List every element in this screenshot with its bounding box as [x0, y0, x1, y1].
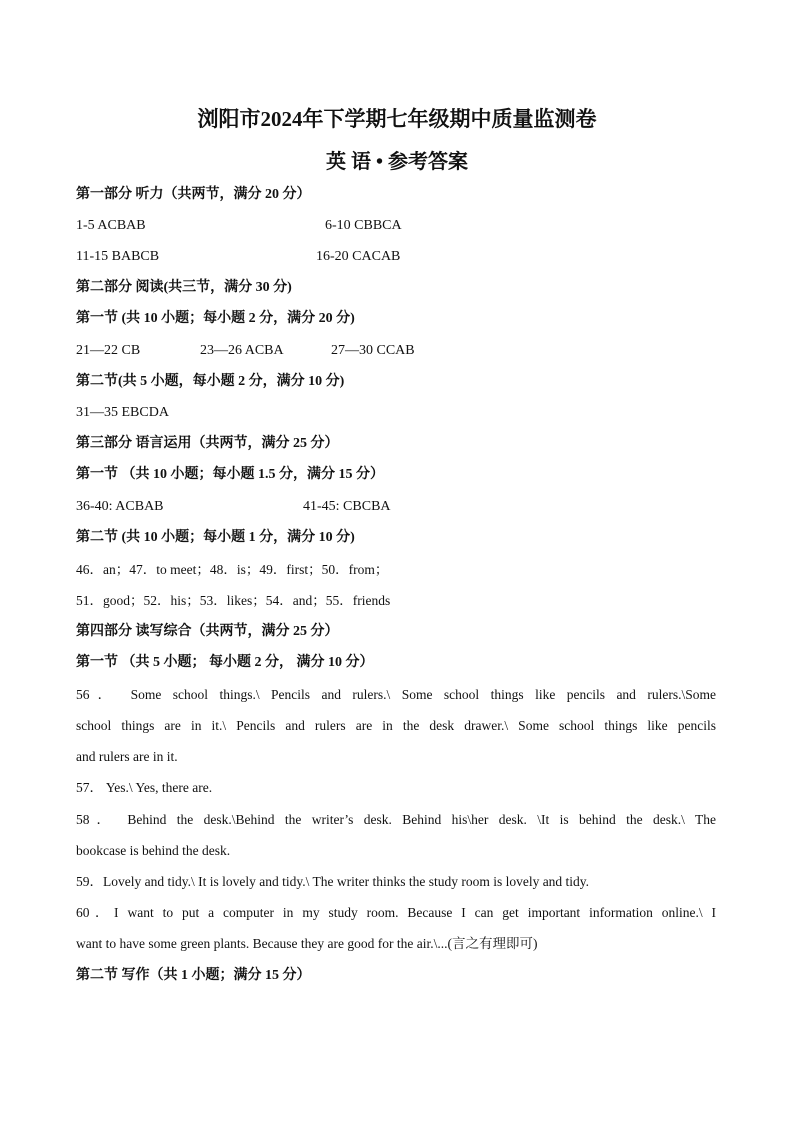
part2-answers-31-35: 31—35 EBCDA — [76, 405, 169, 420]
part1-answers-16-20: 16-20 CACAB — [316, 249, 401, 264]
part2-section2-heading: 第二节(共 5 小题，每小题 2 分，满分 10 分) — [76, 374, 345, 389]
answer-60-line1: 60．I want to put a computer in my study room. Because I can get important information online.\ I — [76, 905, 716, 920]
part2-answers-23-26: 23—26 ACBA — [200, 343, 284, 358]
part2-heading: 第二部分 阅读(共三节，满分 30 分) — [76, 280, 292, 295]
answer-57: 57． Yes.\ Yes, there are. — [76, 780, 213, 795]
answer-56-line3: and rulers are in it. — [76, 749, 178, 764]
part3-answers-46-50: 46．an；47．to meet；48．is；49．first；50．from； — [76, 562, 389, 577]
answer-60-line2: want to have some green plants. Because they are good for the air.\...(言之有理即可) — [76, 936, 538, 951]
answer-58-line1: 58． Behind the desk.\Behind the writer’s desk. Behind his\her desk. \It is behind the desk.\ The — [76, 812, 716, 827]
part3-answers-41-45: 41-45: CBCBA — [303, 499, 391, 514]
part1-answers-11-15: 11-15 BABCB — [76, 249, 160, 264]
document-subtitle: 英 语 • 参考答案 — [325, 151, 468, 173]
part4-section1-heading: 第一节 （共 5 小题； 每小题 2 分， 满分 10 分） — [76, 655, 374, 670]
answer-56-line1: 56． Some school things.\ Pencils and rulers.\ Some school things like pencils and rulers.\Some — [76, 687, 716, 702]
answer-58-line2: bookcase is behind the desk. — [76, 843, 231, 858]
part2-answers-27-30: 27—30 CCAB — [331, 343, 415, 358]
part1-answers-6-10: 6-10 CBBCA — [325, 218, 402, 233]
part3-answers-36-40: 36-40: ACBAB — [76, 499, 164, 514]
part1-answers-1-5: 1-5 ACBAB — [76, 218, 146, 233]
answer-59: 59．Lovely and tidy.\ It is lovely and tidy.\ The writer thinks the study room is lovely and tidy. — [76, 874, 590, 889]
answer-58 — [76, 811, 716, 829]
part3-answers-51-55: 51．good；52．his；53．likes；54．and；55．friends — [76, 593, 391, 608]
part4-heading: 第四部分 读写综合（共两节，满分 25 分） — [76, 624, 339, 639]
part3-heading: 第三部分 语言运用（共两节，满分 25 分） — [76, 436, 339, 451]
part2-answers-21-22: 21—22 CB — [76, 343, 141, 358]
answer-56-line2: school things are in it.\ Pencils and rulers are in the desk drawer.\ Some school things like pencils — [76, 718, 716, 733]
part3-section1-heading: 第一节 （共 10 小题；每小题 1.5 分，满分 15 分） — [76, 467, 384, 482]
part2-section1-heading: 第一节 (共 10 小题；每小题 2 分，满分 20 分) — [76, 311, 355, 326]
answer-56 — [76, 686, 716, 748]
answer-60 — [76, 904, 716, 922]
part1-heading: 第一部分 听力（共两节，满分 20 分） — [76, 187, 311, 202]
part3-section2-heading: 第二节 (共 10 小题；每小题 1 分，满分 10 分) — [76, 530, 355, 545]
part4-section2-heading: 第二节 写作（共 1 小题；满分 15 分） — [76, 968, 311, 983]
document-title: 浏阳市2024年下学期七年级期中质量监测卷 — [197, 107, 597, 131]
